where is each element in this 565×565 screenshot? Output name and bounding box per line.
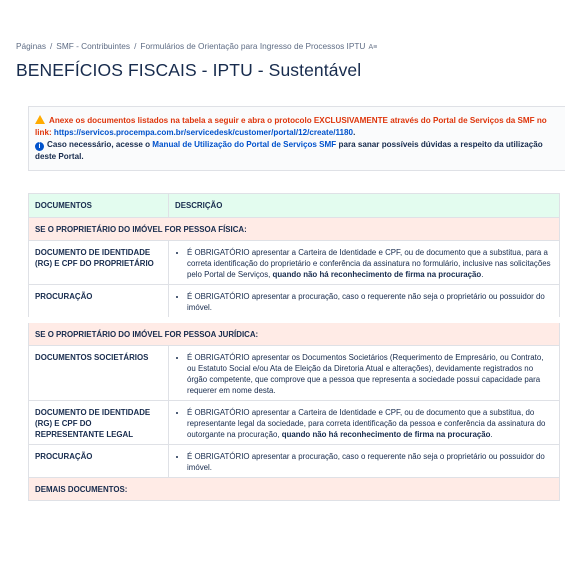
document-name: PROCURAÇÃO	[29, 285, 169, 321]
description-text: É OBRIGATÓRIO apresentar a Carteira de Identidade e CPF, ou de documento que a substitua, para a correta identificação do proprietário e conferência da assinatura no formulário, inclusive nas solicitações pelo Portal de Serviços,	[187, 248, 551, 279]
table-row	[29, 445, 560, 478]
notice-link-end: .	[353, 128, 356, 137]
description-end: .	[481, 270, 484, 279]
section-title: SE O PROPRIETÁRIO DO IMÓVEL FOR PESSOA FÍSICA:	[29, 218, 560, 241]
breadcrumb-separator: /	[134, 41, 137, 51]
table-row	[29, 401, 560, 445]
info-icon: i	[35, 142, 44, 151]
documents-table	[28, 193, 560, 501]
description-text: É OBRIGATÓRIO apresentar a Carteira de Identidade e CPF, ou de documento que a substitua, do representante legal da sociedade, para correta identificação da pessoa e conferência da assinatura do outorgante na procuração,	[187, 408, 546, 439]
manual-link[interactable]: Manual de Utilização do Portal de Serviços SMF	[152, 140, 337, 149]
notice-panel	[28, 106, 565, 171]
description-bold: quando não há reconhecimento de firma na procuração	[272, 270, 482, 279]
notice-info-text-a: Caso necessário, acesse o	[47, 140, 151, 149]
notice-warning-text: Anexe os documentos listados na tabela a seguir e abra o protocolo EXCLUSIVAMENTE através do Portal de Serviços da SMF	[49, 116, 535, 125]
document-name: DOCUMENTO DE IDENTIDADE (RG) E CPF DO PROPRIETÁRIO	[29, 241, 169, 285]
warning-icon	[35, 115, 45, 124]
document-name: PROCURAÇÃO	[29, 445, 169, 478]
document-description	[169, 401, 560, 445]
section-row-demais-documentos	[29, 478, 560, 501]
notice-info-text-b: para sanar possíveis dúvidas a respeito da utilização deste Portal.	[35, 140, 543, 161]
document-description	[169, 445, 560, 478]
portal-link[interactable]: https://servicos.procempa.com.br/servicedesk/customer/portal/12/create/1180	[53, 128, 354, 137]
notice-warning-text-2: no link:	[35, 116, 547, 137]
column-header-descricao: DESCRIÇÃO	[169, 194, 560, 218]
breadcrumb-item-smf-contribuintes[interactable]: SMF - Contribuintes	[56, 41, 131, 51]
column-header-documentos: DOCUMENTOS	[29, 194, 169, 218]
description-text: É OBRIGATÓRIO apresentar a procuração, caso o requerente não seja o proprietário ou possuidor do imóvel.	[187, 292, 545, 312]
page-title: BENEFÍCIOS FISCAIS - IPTU - Sustentável	[16, 60, 362, 80]
description-text: É OBRIGATÓRIO apresentar a procuração, caso o requerente não seja o proprietário ou possuidor do imóvel.	[187, 452, 545, 472]
section-row-pessoa-juridica	[29, 320, 560, 346]
document-description	[169, 241, 560, 285]
document-name: DOCUMENTOS SOCIETÁRIOS	[29, 346, 169, 401]
section-row-pessoa-fisica	[29, 218, 560, 241]
section-title: SE O PROPRIETÁRIO DO IMÓVEL FOR PESSOA JURÍDICA:	[29, 320, 560, 346]
description-end: .	[490, 430, 493, 439]
table-row	[29, 285, 560, 321]
breadcrumb-separator: /	[49, 41, 53, 51]
description-text: É OBRIGATÓRIO apresentar os Documentos Societários (Requerimento de Empresário, ou Contrato, ou Estatuto Social e/ou Ata de Eleição da Diretoria Atual e alterações), devidamente registrados no órgão competente, que comprove que a pessoa que representa a sociedade possui capacidade para requerer em nome desta.	[187, 353, 544, 395]
document-name: DOCUMENTO DE IDENTIDADE (RG) E CPF DO REPRESENTANTE LEGAL	[29, 401, 169, 445]
table-row	[29, 346, 560, 401]
document-description	[169, 285, 560, 321]
documents-table-wrapper	[28, 193, 559, 501]
table-header-row	[29, 194, 560, 218]
translate-icon[interactable]: A≡	[368, 44, 378, 51]
breadcrumb-item-paginas[interactable]: Páginas	[16, 41, 46, 51]
breadcrumb	[16, 41, 377, 51]
description-bold: quando não há reconhecimento de firma na procuração	[281, 430, 491, 439]
notice-line-warning	[35, 115, 562, 139]
table-row	[29, 241, 560, 285]
notice-line-info	[35, 139, 562, 163]
breadcrumb-item-formularios[interactable]: Formulários de Orientação para Ingresso de Processos IPTU	[140, 41, 366, 51]
document-description	[169, 346, 560, 401]
section-title: DEMAIS DOCUMENTOS:	[29, 478, 560, 501]
